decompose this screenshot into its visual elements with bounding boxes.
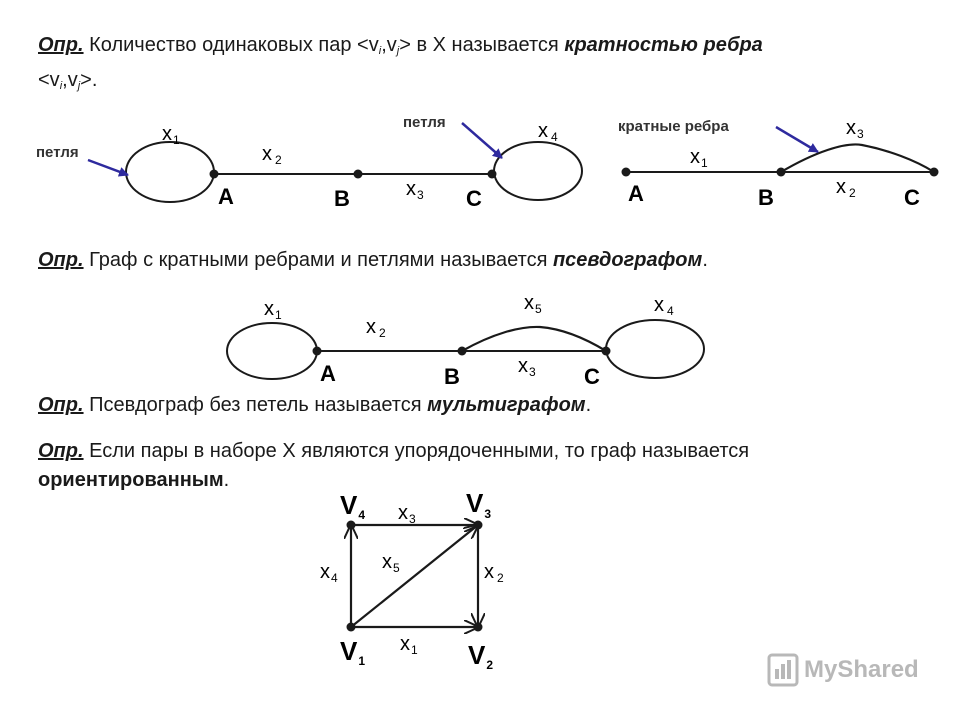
edge-label-x3: $x_3$: [518, 355, 536, 379]
defined-term: ориентированным: [38, 469, 224, 491]
node-label-b: B: [444, 364, 460, 389]
definition-text: Псевдограф без петель называется: [83, 394, 428, 416]
annotation-multiple-edges: кратные ребра: [618, 118, 729, 135]
definition-directed-graph: Опр. Если пары в наборе X являются упорядоченными, то граф называется ориентированным.: [38, 440, 750, 491]
node-label-c: C: [904, 185, 920, 210]
node-label-a: A: [628, 181, 644, 206]
loop-x1: [126, 142, 214, 202]
edge-label-x2: x $_2$: [836, 176, 856, 200]
defined-term: псевдографом: [552, 249, 703, 271]
vertex-label-v2: V2: [468, 640, 494, 672]
annotation-loop-left: петля: [36, 144, 79, 161]
loop-x4: [606, 320, 704, 378]
vertex-dot-v2: [474, 623, 483, 632]
edge-label-x3: $x_3$: [846, 117, 864, 141]
node-dot-c: [602, 347, 611, 356]
edge-label-x1: $x_1$: [162, 123, 180, 147]
graph-pseudograph: [227, 292, 704, 389]
definition-text: Если пары в наборе X являются упорядоченными, то граф называется: [83, 440, 750, 462]
node-dot-b: [458, 347, 467, 356]
edge-label-x4: x $_4$: [538, 120, 558, 144]
arc-x5: [351, 525, 478, 627]
vertex-dot-v4: [347, 521, 356, 530]
node-dot-b: [777, 168, 786, 177]
edge-x5: [462, 327, 606, 351]
edge-label-x4: x $_4$: [654, 294, 674, 318]
edge-label-x3: $x_3$: [406, 178, 424, 202]
myshared-watermark: [766, 652, 919, 688]
edge-label-x1: $x_1$: [690, 146, 708, 170]
node-dot-c: [930, 168, 939, 177]
graph-multiple-edges: [618, 117, 939, 210]
node-dot-a: [210, 170, 219, 179]
definition-label: Опр.: [38, 440, 84, 462]
watermark-text: MyShared: [804, 656, 919, 683]
node-dot-a: [622, 168, 631, 177]
definition-multiplicity: Опр. Количество одинаковых пар $<v_i,v_j> в$ X называется кратностью ребра $<v_i,v_j>$.: [38, 34, 763, 92]
node-label-b: B: [334, 186, 350, 211]
loop-x1: [227, 323, 317, 379]
defined-term: кратностью ребра: [564, 34, 763, 56]
annotation-arrow-left: [88, 160, 128, 175]
definition-label: Опр.: [38, 34, 84, 56]
arc-label-x2: x $_2$: [484, 561, 504, 585]
node-label-a: A: [218, 184, 234, 209]
myshared-logo-icon: [766, 652, 800, 688]
definition-label: Опр.: [38, 249, 84, 271]
edge-label-x5: $x_5$: [524, 292, 542, 316]
annotation-arrow: [776, 127, 818, 152]
node-label-c: C: [584, 364, 600, 389]
definition-text: Граф с кратными ребрами и петлями называется: [83, 249, 553, 271]
definition-pseudograph: Опр. Граф с кратными ребрами и петлями называется псевдографом.: [38, 249, 708, 271]
node-dot-a: [313, 347, 322, 356]
node-label-b: B: [758, 185, 774, 210]
arc-label-x1: $x_1$: [400, 633, 418, 657]
graph-loops: [36, 114, 582, 211]
definition-text: Количество одинаковых пар <v: [83, 34, 379, 56]
definition-multigraph: Опр. Псевдограф без петель называется мультиграфом.: [38, 394, 592, 416]
annotation-arrow-right: [462, 123, 502, 158]
edge-label-x1: $x_1$: [264, 298, 282, 322]
definition-label: Опр.: [38, 394, 84, 416]
node-label-c: C: [466, 186, 482, 211]
arc-label-x3: $x_3$: [398, 502, 416, 526]
node-dot-c: [488, 170, 497, 179]
vertex-label-v3: $V_3$: [466, 488, 492, 521]
annotation-loop-right: петля: [403, 114, 446, 131]
edge-label-x2: x $_2$: [366, 316, 386, 340]
arc-label-x5: $x_5$: [382, 551, 400, 575]
vertex-label-v4: V4: [340, 490, 366, 522]
defined-term: мультиграфом: [427, 394, 586, 416]
edge-x3: [781, 144, 934, 172]
node-dot-b: [354, 170, 363, 179]
loop-x4: [494, 142, 582, 200]
node-label-a: A: [320, 361, 336, 386]
edge-label-x2: x $_2$: [262, 143, 282, 167]
arc-label-x4: $x_4$: [320, 561, 338, 585]
vertex-dot-v1: [347, 623, 356, 632]
graph-directed: [320, 488, 504, 672]
vertex-label-v1: V1: [340, 636, 366, 668]
vertex-dot-v3: [474, 521, 483, 530]
